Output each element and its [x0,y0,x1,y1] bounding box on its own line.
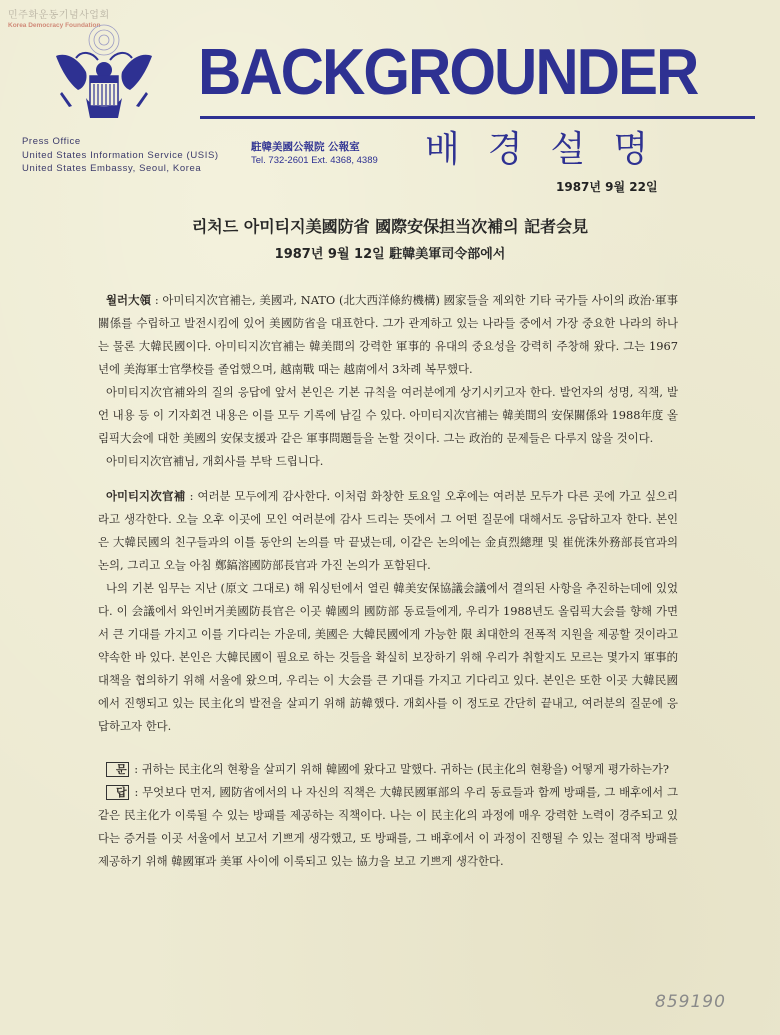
section-gap [98,473,678,485]
watermark-korean: 민주화운동기념사업회 [8,10,110,21]
speaker-label: 월러大領 [106,293,152,307]
paragraph: 월러大領 : 아미티지次官補는, 美國과, NATO (北大西洋條約機構) 國家들을 제외한 기타 국가들 사이의 政治·軍事關係를 수립하고 발전시킴에 있어 美國防省을 대표한다. 그가 관계하고 있는 나라들 중에서 가장 중요한 나라의 하나는 물론 大韓民國이다. 아미티지次官補는 韓美間의 강력한 軍事的 유대의 중요성을 강력히 주창해 왔다. 그는 1967년에 美海軍士官學校를 졸업했으며, 越南戰 때는 越南에서 3차례 복무했다. [98,293,678,376]
korean-title: 배경설명 [425,129,677,170]
office-line-3: United States Embassy, Seoul, Korea [22,163,202,174]
backgrounder-wordmark: BACKGROUNDER [198,35,698,109]
question-marker: 문 [106,762,129,777]
answer-marker: 답 [106,785,129,800]
press-office-korean [251,140,378,168]
paragraph: 나의 기본 임무는 지난 (原文 그대로) 해 워싱턴에서 열린 韓美安保協議会議에서 결의된 사항을 추진하는데에 있었다. 이 会議에서 와인버거美國防長官은 이곳 韓國의 國防部 동료들에게, 우리가 1988년도 올림픽大会를 향해 가면서 큰 기대를 가지고 이를 기다리는 가운데, 美國은 大韓民國에게 가능한 限 최대한의 전폭적 지원을 제공할 것이라고 약속한 바 있다. 본인은 大韓民國이 필요로 하는 것들을 확실히 보장하기 위해 우리가 취할지도 모르는 몇가지 軍事的 대책을 협의하기 위해 서울에 왔으며, 우리는 이 大会를 큰 기대를 가지고 기다리고 있다. 본인은 또한 이곳 大韓民國에서 진행되고 있는 民主化의 발전을 살피기 위해 訪韓했다. 개회사를 이 정도로 간단히 끝내고, 여러분의 질문에 응답하고자 한다. [98,581,678,733]
answer-paragraph: 답 : 무엇보다 먼저, 國防省에서의 나 자신의 직책은 大韓民國軍部의 우리 동료들과 함께 방패를, 그 배후에서 그같은 民主化가 이룩될 수 있는 방패를 제공하는 직책이다. 나는 이 民主化의 과정에 매우 강력한 노력이 경주되고 있다는 증거를 이곳 서울에서 보고서 기쁘게 생각했고, 또 방패를, 그 배후에서 이 과정이 진행될 수 있는 절대적 방패를 제공하기 위해 韓國軍과 美軍 사이에 이룩되고 있는 協力을 보고 기쁘게 생각한다. [98,785,678,868]
question-paragraph: 문 : 귀하는 民主化의 현황을 살피기 위해 韓國에 왔다고 말했다. 귀하는 (民主化의 현황을) 어떻게 평가하는가? [98,758,678,781]
press-office-english [22,135,219,176]
handwritten-archive-number: 859190 [655,992,726,1012]
great-seal-eagle-icon [48,18,160,130]
section-gap [98,750,678,758]
paragraph: 아미티지次官補 : 여러분 모두에게 감사한다. 이처럼 화창한 토요일 오후에는 여러분 모두가 다른 곳에 가고 싶으리라고 생각한다. 오늘 오후 이곳에 모인 여러분에 감사 드리는 뜻에서 그 어떤 질문에 대해서도 응답하고자 한다. 본인은 大韓民國의 친구들과의 이틀 동안의 논의를 막 끝냈는데, 이같은 논의에는 金貞烈總理 및 崔侊洙外務部長官과의 논의, 그리고 오늘 아침 鄭鎬溶國防部長官과 가진 논의가 포함된다. [98,489,678,572]
header-rule [200,116,755,119]
paragraph-text: 아미티지次官補는, 美國과, NATO (北大西洋條約機構) 國家들을 제외한 기타 국가들 사이의 政治·軍事關係를 수립하고 발전시킴에 있어 美國防省을 대표한다. 그가 관계하고 있는 나라들 중에서 가장 중요한 나라의 하나는 물론 大韓民國이다. 아미티지次官補는 韓美間의 강력한 軍事的 유대의 중요성을 강력히 주창해 왔다. 그는 1967년에 美海軍士官學校를 졸업했으며, 越南戰 때는 越南에서 3차례 복무했다. [98,293,678,376]
office-telephone: Tel. 732-2601 Ext. 4368, 4389 [251,155,378,166]
paragraph-text: 여러분 모두에게 감사한다. 이처럼 화창한 토요일 오후에는 여러분 모두가 다른 곳에 가고 싶으리라고 생각한다. 오늘 오후 이곳에 모인 여러분에 감사 드리는 뜻에서 그 어떤 질문에 대해서도 응답하고자 한다. 본인은 大韓民國의 친구들과의 이틀 동안의 논의를 막 끝냈는데, 이같은 논의에는 金貞烈總理 및 崔侊洙外務部長官과의 논의, 그리고 오늘 아침 鄭鎬溶國防部長官과 가진 논의가 포함된다. [98,489,678,572]
document-subhead: 1987년 9월 12일 駐韓美軍司令部에서 [274,247,506,262]
document-headline: 리처드 아미티지美國防省 國際安保担当次補의 記者会見 [191,217,589,236]
answer-text: 무엇보다 먼저, 國防省에서의 나 자신의 직책은 大韓民國軍部의 우리 동료들과 함께 방패를, 그 배후에서 그같은 民主化가 이룩될 수 있는 방패를 제공하는 직책이다. 나는 이 民主化의 과정에 매우 강력한 노력이 경주되고 있다는 증거를 이곳 서울에서 보고서 기쁘게 생각했고, 또 방패를, 그 배후에서 이 과정이 진행될 수 있는 절대적 방패를 제공하기 위해 韓國軍과 美軍 사이에 이룩되고 있는 協力을 보고 기쁘게 생각한다. [98,785,678,868]
speaker-label: 아미티지次官補 [106,489,186,503]
paragraph: 아미티지次官補와의 질의 응답에 앞서 본인은 기본 규칙을 여러분에게 상기시키고자 한다. 발언자의 성명, 직책, 발언 내용 등 이 기자회견 내용은 이를 모두 기록에 남길 수 있다. 아미티지次官補는 韓美間의 安保關係와 1988年度 올림픽大会에 대한 美國의 安保支援과 같은 軍事問題들을 논할 것이다. 그는 政治的 문제들은 다루지 않을 것이다. [98,385,678,445]
watermark-english: Korea Democracy Foundation [8,22,101,29]
section-gap [98,738,678,750]
paragraph: 아미티지次官補님, 개회사를 부탁 드립니다. [106,454,324,468]
office-ko-name: 駐韓美國公報院 公報室 [251,141,360,153]
question-text: 귀하는 民主化의 현황을 살피기 위해 韓國에 왔다고 말했다. 귀하는 (民主化의 현황을) 어떻게 평가하는가? [141,762,670,776]
office-line-1: Press Office [22,136,81,147]
office-line-2: United States Information Service (USIS) [22,149,219,161]
transcript-body [98,289,678,873]
issue-date: 1987년 9월 22일 [556,180,658,194]
